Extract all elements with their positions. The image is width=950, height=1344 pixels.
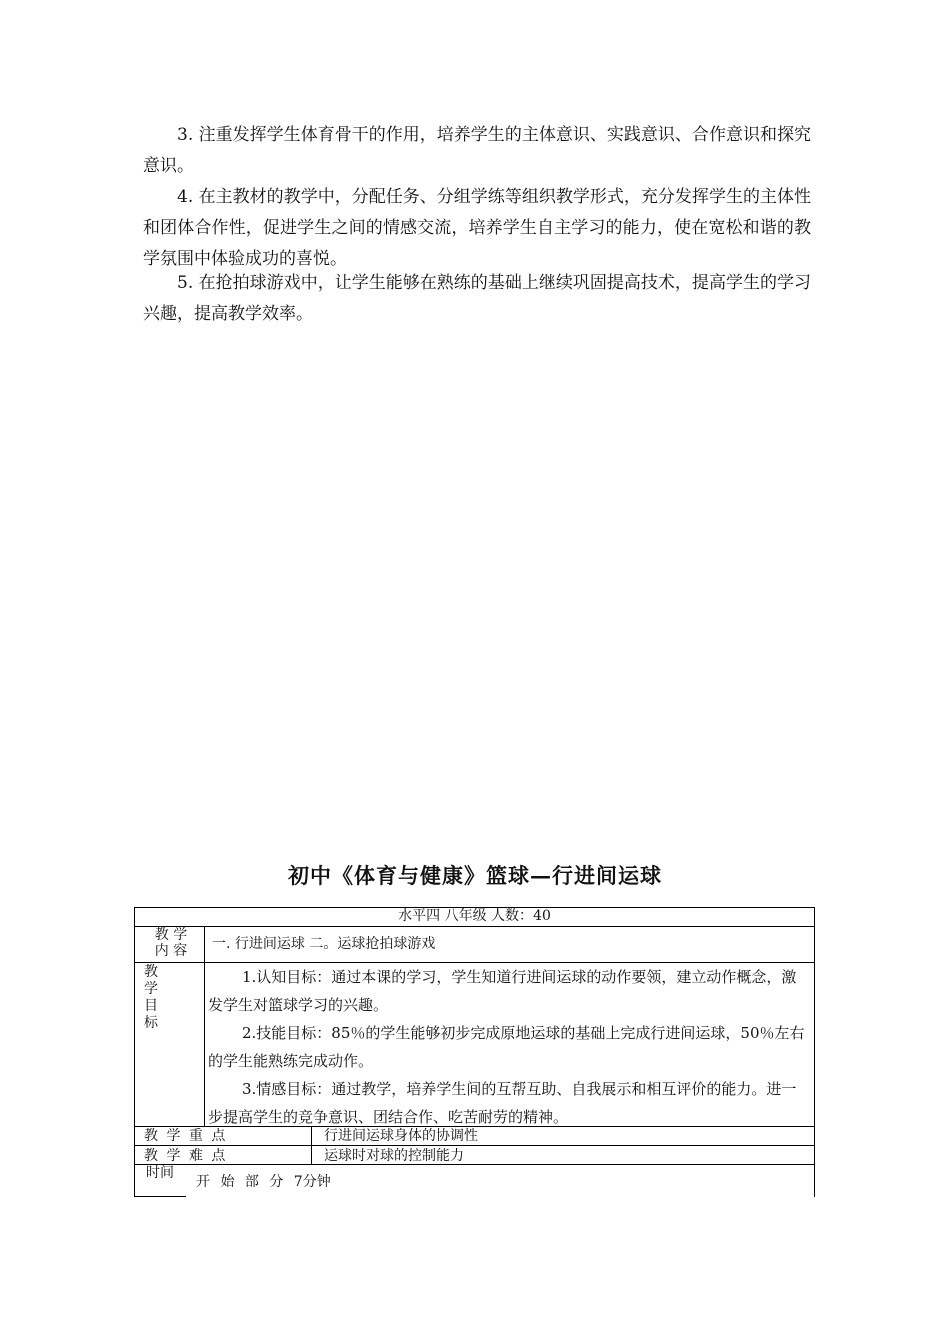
table-rule (134, 1164, 815, 1165)
difficulty-value: 运球时对球的控制能力 (324, 1148, 464, 1164)
content-value: 一. 行进间运球 二。运球抢拍球游戏 (212, 936, 436, 952)
paragraph-5: 5. 在抢拍球游戏中，让学生能够在熟练的基础上继续巩固提高技术，提高学生的学习兴趣，提高教学效率。 (143, 273, 811, 324)
start-section: 开 始 部 分 7分钟 (196, 1174, 331, 1190)
content-label (138, 927, 204, 959)
key-point-value: 行进间运球身体的协调性 (324, 1128, 478, 1144)
goals-label-char: 教 (144, 964, 158, 980)
paragraph-3: 3. 注重发挥学生体育骨干的作用，培养学生的主体意识、实践意识、合作意识和探究意识。 (143, 125, 811, 176)
content-label-line: 教 学 (154, 927, 188, 943)
goals-label-char: 目 (144, 998, 158, 1014)
content-label-line: 内 容 (154, 943, 188, 959)
table-rule (134, 1196, 186, 1197)
difficulty-label: 教 学 难 点 (144, 1148, 228, 1164)
time-label: 时间 (146, 1165, 174, 1181)
table-rule (134, 1145, 815, 1146)
lesson-plan-table (134, 907, 815, 1197)
paragraph-4: 4. 在主教材的教学中，分配任务、分组学练等组织教学形式，充分发挥学生的主体性和团体合作性，促进学生之间的情感交流，培养学生自主学习的能力，使在宽松和谐的教学氛围中体验成功的喜悦。 (143, 187, 811, 269)
lesson-title: 初中《体育与健康》篮球—行进间运球 (288, 863, 662, 888)
table-rule (134, 926, 815, 927)
goals-label-char: 学 (144, 981, 158, 997)
goal-skill: 2.技能目标：85％的学生能够初步完成原地运球的基础上完成行进间运球，50％左右的学生能熟练完成动作。 (208, 1024, 805, 1070)
table-column-divider (311, 1126, 312, 1164)
table-header: 水平四 八年级 人数：40 (398, 908, 551, 924)
goal-affective: 3.情感目标：通过教学，培养学生间的互帮互助、自我展示和相互评价的能力。进一步提高学生的竞争意识、团结合作、吃苦耐劳的精神。 (208, 1080, 797, 1126)
goals-label-char: 标 (144, 1015, 158, 1031)
goals-list (208, 963, 808, 1131)
goal-cognitive: 1.认知目标：通过本课的学习，学生知道行进间运球的动作要领，建立动作概念，激发学生对篮球学习的兴趣。 (208, 968, 797, 1014)
table-column-divider (204, 926, 205, 1126)
goals-label (144, 964, 164, 1032)
key-point-label: 教 学 重 点 (144, 1128, 228, 1144)
table-border-right (814, 907, 815, 1197)
table-border-left (134, 907, 135, 1197)
